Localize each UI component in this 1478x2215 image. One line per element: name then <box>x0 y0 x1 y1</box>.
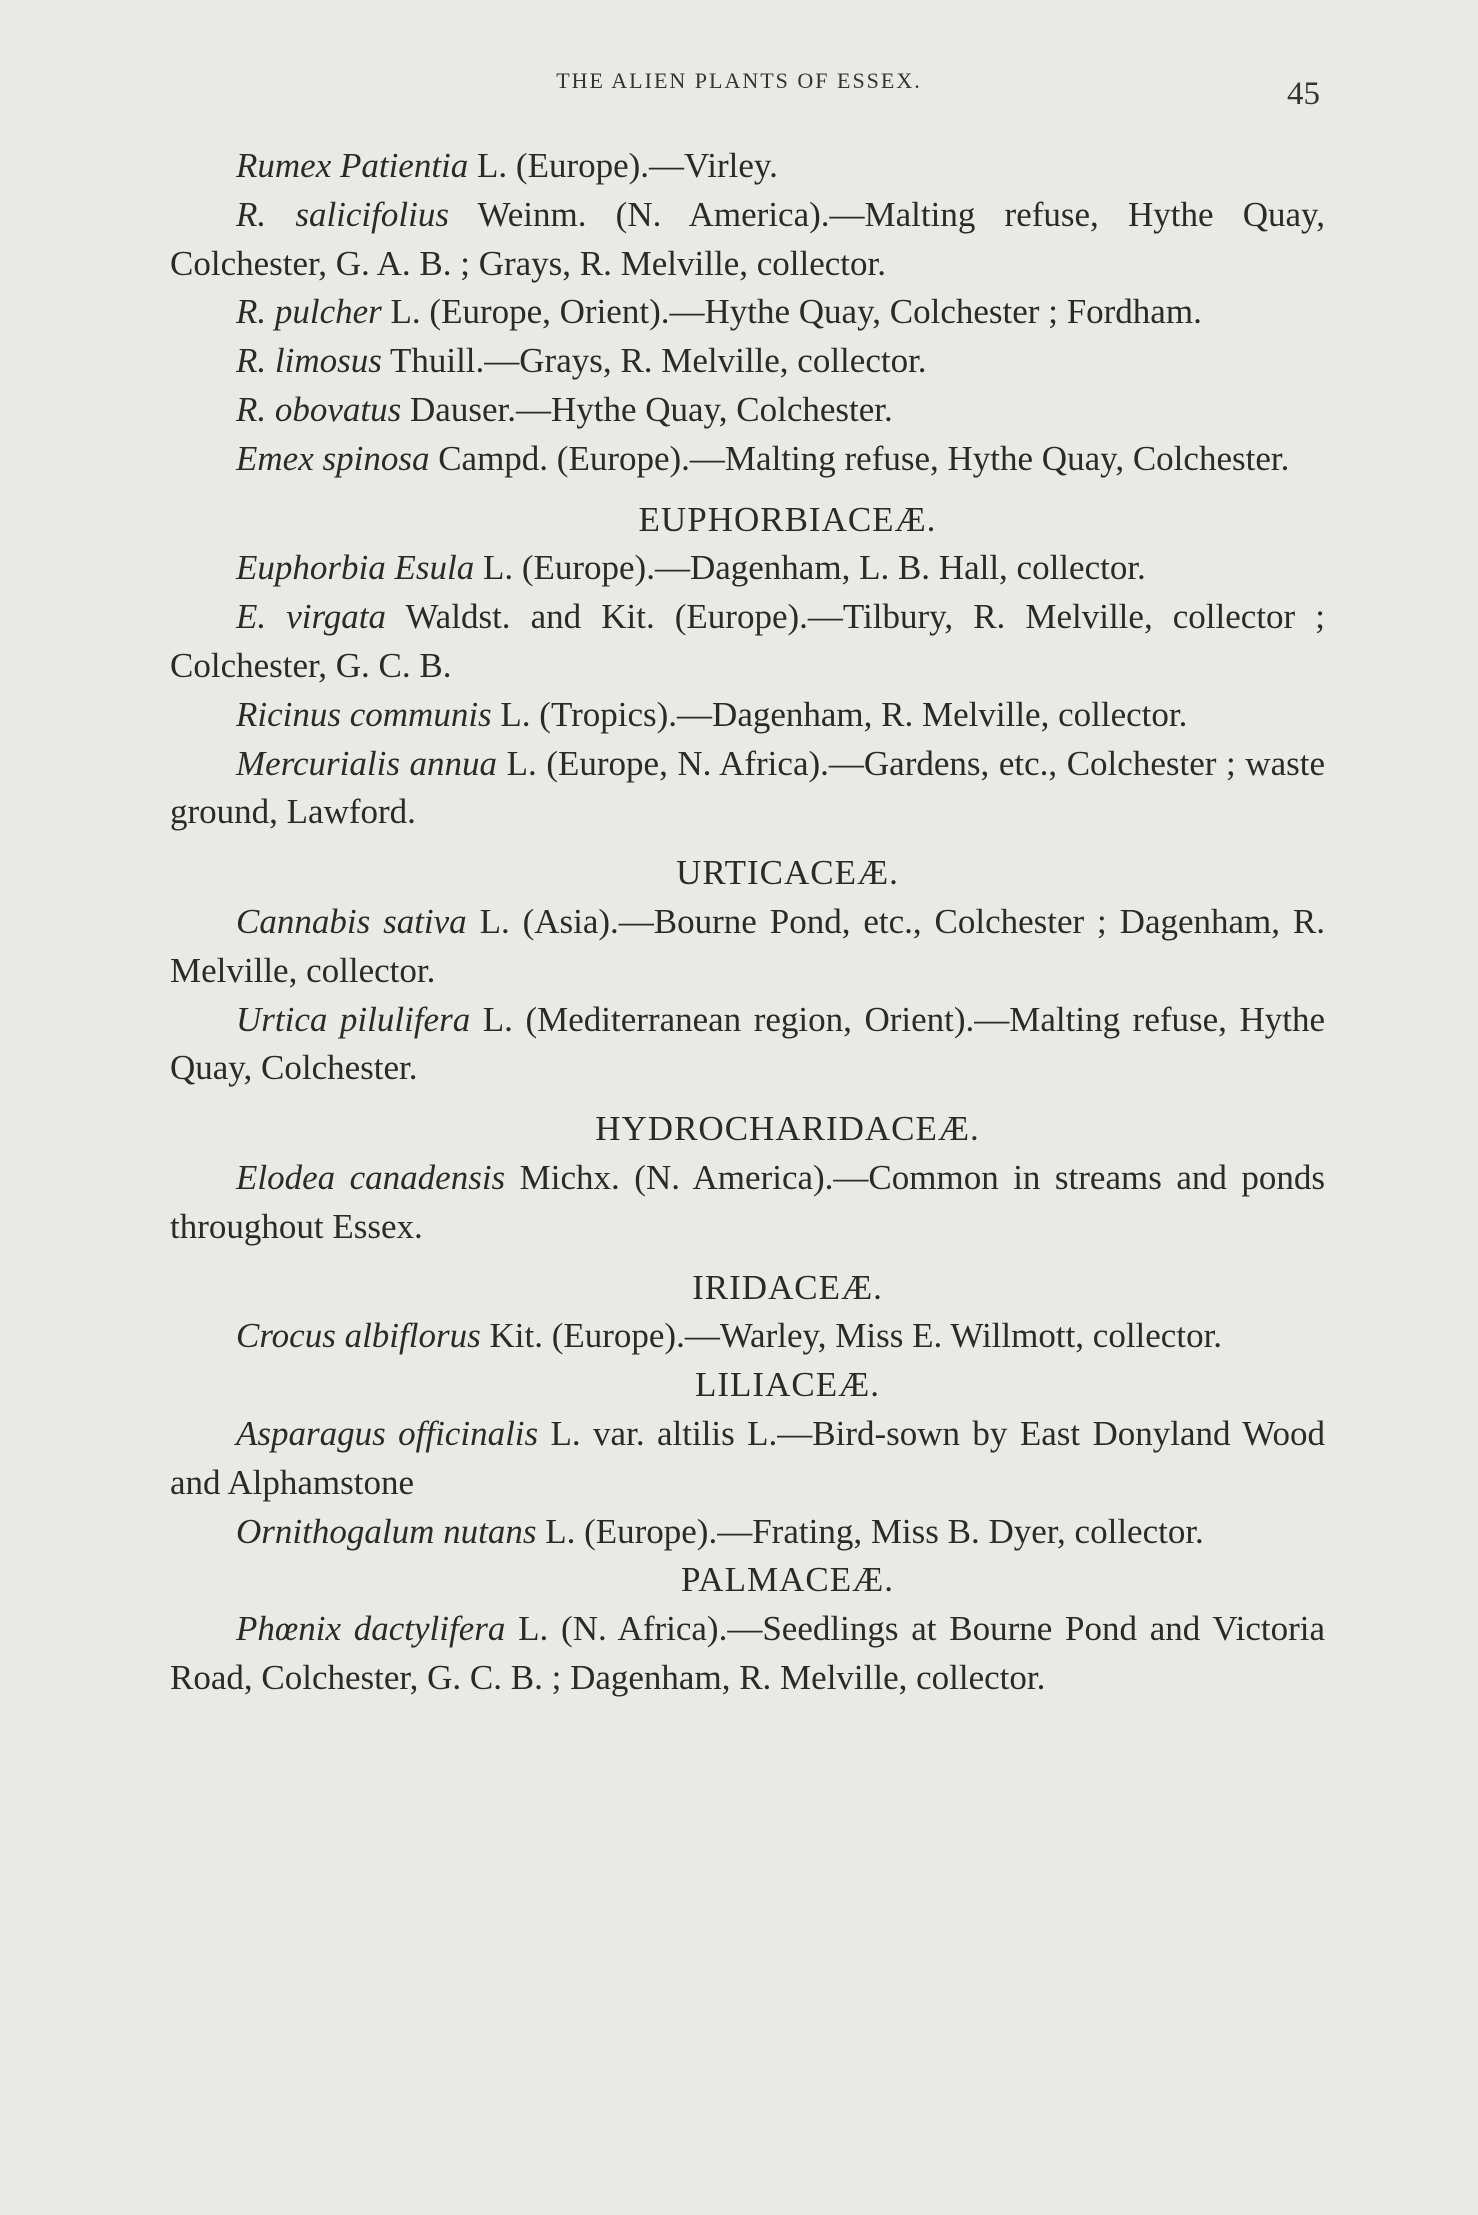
species-name: Elodea canadensis <box>236 1157 506 1197</box>
species-entry <box>170 1410 1325 1508</box>
species-entry <box>170 740 1325 838</box>
species-entry <box>170 593 1325 691</box>
page-number: 45 <box>1287 76 1320 112</box>
species-entry <box>170 386 1325 435</box>
species-name: Euphorbia Esula <box>236 548 475 588</box>
species-entry <box>170 1154 1325 1252</box>
species-entry <box>170 544 1325 593</box>
species-entry <box>170 288 1325 337</box>
species-details: L. (Asia).—Bourne Pond, etc., Colchester ; Dagenham, R. Melville, collector. <box>170 901 1326 990</box>
species-entry <box>170 142 1325 191</box>
family-heading-hydrocharidaceae: HYDROCHARIDACEÆ. <box>595 1109 980 1149</box>
species-details: L. (Europe).—Dagenham, L. B. Hall, collector. <box>474 548 1146 588</box>
species-details: Weinm. (N. America).—Malting refuse, Hythe Quay, Colchester, G. A. B. ; Grays, R. Melville, collector. <box>170 194 1326 283</box>
species-name: R. obovatus <box>236 389 402 429</box>
species-details: Thuill.—Grays, R. Melville, collector. <box>381 341 927 381</box>
species-details: Campd. (Europe).—Malting refuse, Hythe Quay, Colchester. <box>429 438 1290 478</box>
species-name: Ornithogalum nutans <box>236 1511 537 1551</box>
running-title: THE ALIEN PLANTS OF ESSEX. <box>556 68 922 93</box>
species-entry <box>170 191 1325 289</box>
family-heading-urticaceae: URTICACEÆ. <box>676 853 899 893</box>
species-name: R. salicifolius <box>236 194 449 234</box>
species-name: Urtica pilulifera <box>236 999 471 1039</box>
species-name: R. limosus <box>236 341 382 381</box>
species-details: Kit. (Europe).—Warley, Miss E. Willmott, collector. <box>480 1316 1223 1356</box>
species-details: Michx. (N. America).—Common in streams and ponds throughout Essex. <box>170 1157 1325 1246</box>
species-details: L. (Europe, Orient).—Hythe Quay, Colchester ; Fordham. <box>381 292 1202 332</box>
family-heading-liliaceae: LILIACEÆ. <box>695 1365 880 1405</box>
species-entry <box>170 996 1325 1094</box>
species-details: L. (Europe, N. Africa).—Gardens, etc., Colchester ; waste ground, Lawford. <box>170 743 1325 832</box>
species-name: Rumex Patientia <box>236 146 469 185</box>
species-entry <box>170 435 1325 484</box>
family-heading-iridaceae: IRIDACEÆ. <box>692 1267 883 1307</box>
species-entry <box>170 1508 1325 1557</box>
species-entry <box>170 1312 1325 1361</box>
species-entry <box>170 337 1325 386</box>
species-name: R. pulcher <box>236 292 382 332</box>
species-name: Crocus albiflorus <box>236 1316 481 1356</box>
species-details: L. (N. Africa).—Seedlings at Bourne Pond and Victoria Road, Colchester, G. C. B. ; Dagenham, R. Melville, collector. <box>170 1609 1325 1697</box>
species-details: L. (Tropics).—Dagenham, R. Melville, collector. <box>491 694 1188 734</box>
species-name: Cannabis sativa <box>236 901 467 941</box>
family-heading-euphorbiaceae: EUPHORBIACEÆ. <box>638 499 937 539</box>
species-details: L. (Europe).—Virley. <box>468 146 778 185</box>
species-entry <box>170 1605 1325 1703</box>
species-entry <box>170 898 1325 996</box>
species-name: Mercurialis annua <box>236 743 498 783</box>
species-details: L. (Europe).—Frating, Miss B. Dyer, collector. <box>536 1511 1204 1551</box>
species-name: Emex spinosa <box>236 438 430 478</box>
species-name: Phœnix dactylifera <box>236 1609 506 1649</box>
species-name: E. virgata <box>236 597 387 637</box>
species-details: Waldst. and Kit. (Europe).—Tilbury, R. Melville, collector ; Colchester, G. C. B. <box>170 597 1325 685</box>
species-details: L. var. altilis L.—Bird-sown by East Donyland Wood and Alphamstone <box>170 1413 1325 1502</box>
species-name: Ricinus communis <box>236 694 492 734</box>
species-name: Asparagus officinalis <box>236 1413 539 1453</box>
family-heading-palmaceae: PALMACEÆ. <box>681 1560 894 1600</box>
species-details: L. (Mediterranean region, Orient).—Malting refuse, Hythe Quay, Colchester. <box>170 999 1326 1088</box>
species-details: Dauser.—Hythe Quay, Colchester. <box>401 389 893 429</box>
body-text <box>170 142 1325 1703</box>
species-entry <box>170 691 1325 740</box>
